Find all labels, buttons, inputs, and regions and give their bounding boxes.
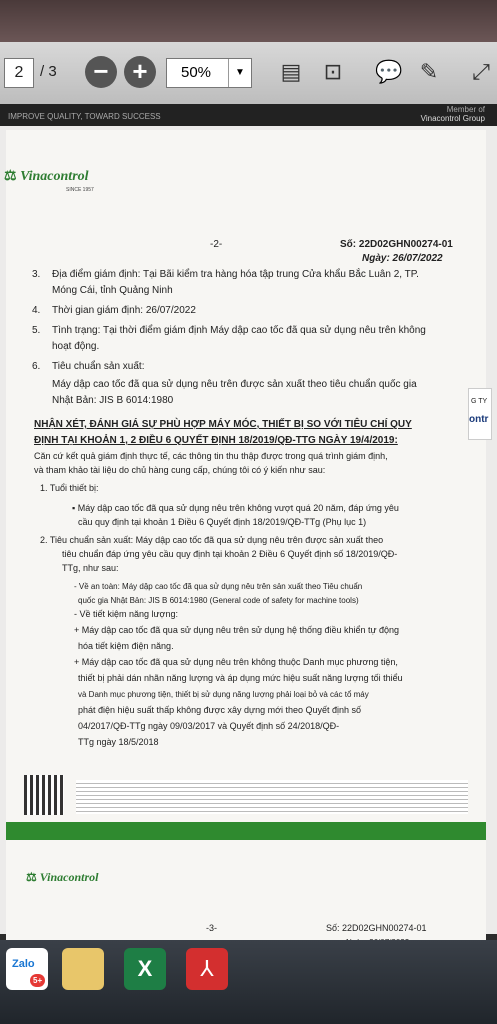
header-group: Vinacontrol Group	[420, 114, 485, 123]
zoom-out-button[interactable]	[85, 56, 117, 88]
page3-document-number: Số: 22D02GHN00274-01	[326, 923, 427, 933]
section2-line1: 2. Tiêu chuẩn sản xuất: Máy dập cao tốc đã qua sử dụng nêu trên được sản xuất theo	[40, 535, 384, 545]
header-member-of: Member of	[446, 105, 485, 114]
plus-icon: +	[132, 56, 148, 86]
energy-b-line4: phát điện hiệu suất thấp không được xây dựng mới theo Quyết định số	[78, 705, 362, 715]
section1-title: 1. Tuổi thiết bị:	[40, 483, 99, 493]
excel-icon[interactable]: X	[124, 948, 166, 990]
section2-line3: TTg, như sau:	[62, 563, 119, 573]
zoom-in-button[interactable]	[124, 56, 156, 88]
section2-line2: tiêu chuẩn đáp ứng yêu cầu quy định tại khoản 2 Điều 6 Quyết định số 18/2019/QĐ-	[62, 549, 398, 559]
side-stamp-text-a: G TY	[471, 398, 488, 405]
side-stamp	[468, 388, 492, 440]
safety-line2: quốc gia Nhật Bản: JIS B 6014:1980 (General code of safety for machine tools)	[78, 596, 359, 605]
document-date: Ngày: 26/07/2022	[362, 253, 443, 264]
pdf-page-2	[4, 130, 489, 930]
zalo-app[interactable]	[6, 948, 48, 990]
document-view[interactable]	[0, 104, 497, 934]
page3-page-number: -3-	[206, 923, 217, 933]
item-6-line2: Máy dập cao tốc đã qua sử dụng nêu trên được sản xuất theo tiêu chuẩn quốc gia	[52, 379, 417, 390]
qr-code	[24, 775, 64, 815]
zoom-value: 50%	[181, 64, 212, 81]
assessment-heading-line2: ĐỊNH TẠI KHOẢN 1, 2 ĐIỀU 6 QUYẾT ĐỊNH 18/2019/QĐ-TTG NGÀY 19/4/2019:	[34, 435, 398, 446]
document-number: Số: 22D02GHN00274-01	[340, 239, 453, 250]
item-5-line1: Tình trạng: Tại thời điểm giám định Máy dập cao tốc đã qua sử dụng nêu trên không	[52, 325, 426, 336]
item-3-number: 3.	[32, 269, 41, 280]
item-4-line1: Thời gian giám định: 26/07/2022	[52, 305, 196, 316]
page-header-band	[0, 104, 497, 126]
window-top-strip	[0, 0, 497, 42]
page3-logo-text: Vinacontrol	[39, 870, 99, 884]
item-3-line1: Địa điểm giám định: Tại Bãi kiểm tra hàng hóa tập trung Cửa khẩu Bắc Luân 2, TP.	[52, 269, 419, 280]
zoom-select[interactable]	[166, 58, 252, 88]
intro-line2: và tham khảo tài liệu do chủ hàng cung cấp, chúng tôi có ý kiến như sau:	[34, 465, 326, 475]
energy-b-line5: 04/2017/QĐ-TTg ngày 09/03/2017 và Quyết định số 24/2018/QĐ-	[78, 721, 340, 731]
section1-line1: ▪ Máy dập cao tốc đã qua sử dụng nêu trên không vượt quá 20 năm, đáp ứng yêu	[72, 503, 399, 513]
zalo-label: Zalo	[12, 958, 35, 970]
energy-a-line1: + Máy dập cao tốc đã qua sử dụng nêu trên sử dụng hệ thống điều khiển tự động	[74, 625, 400, 635]
minus-icon: −	[93, 56, 109, 86]
item-6-line3: Nhật Bản: JIS B 6014:1980	[52, 395, 174, 406]
page-total: / 3	[40, 63, 57, 80]
header-slogan: IMPROVE QUALITY, TOWARD SUCCESS	[8, 112, 161, 121]
item-6-line1: Tiêu chuẩn sản xuất:	[52, 361, 145, 372]
item-5-number: 5.	[32, 325, 41, 336]
safety-line1: - Về an toàn: Máy dập cao tốc đã qua sử dụng nêu trên sản xuất theo Tiêu chuẩn	[74, 582, 363, 591]
comment-icon[interactable]: 💬	[375, 59, 403, 84]
intro-line1: Căn cứ kết quả giám định thực tế, các thông tin thu thập được trong quá trình giám định,	[34, 451, 388, 461]
energy-a-line2: hóa tiết kiệm điện năng.	[78, 641, 174, 651]
page-number-input[interactable]: 2	[4, 58, 34, 88]
page3-vinacontrol-logo: ⚖ Vinacontrol	[26, 870, 99, 884]
footer-fine-print	[76, 780, 468, 814]
energy-b-line6: TTg ngày 18/5/2018	[78, 737, 159, 747]
fit-width-icon[interactable]: ⊡	[323, 59, 343, 84]
item-5-line2: hoạt động.	[52, 341, 100, 352]
pdf-toolbar	[0, 42, 497, 105]
energy-heading: - Về tiết kiệm năng lượng:	[74, 609, 178, 619]
page-number: -2-	[210, 239, 223, 250]
notification-badge: 5+	[30, 974, 45, 987]
section1-line2: cầu quy định tại khoản 1 Điều 6 Quyết định 18/2019/QĐ-TTg (Phụ lục 1)	[78, 517, 367, 527]
folder-icon[interactable]	[62, 948, 104, 990]
fit-page-icon[interactable]: ▤	[280, 59, 302, 84]
chevron-down-icon[interactable]: ▼	[228, 59, 251, 87]
assessment-heading-line1: NHẬN XÉT, ĐÁNH GIÁ SỰ PHÙ HỢP MÁY MÓC, THIẾT BỊ SO VỚI TIÊU CHÍ QUY	[34, 419, 412, 430]
pdf-reader-icon[interactable]: ⅄	[186, 948, 228, 990]
energy-b-line3: và Danh mục phương tiện, thiết bị sử dụng năng lượng phải loại bỏ và các tổ máy	[78, 690, 369, 699]
energy-b-line2: thiết bị phải dán nhãn năng lượng và áp dụng mức hiệu suất năng lượng tối thiểu	[78, 673, 403, 683]
pdf-page-3	[6, 850, 486, 940]
logo-subtitle: SINCE 1957	[66, 187, 94, 193]
expand-icon[interactable]: ⤢	[472, 59, 490, 84]
taskbar	[0, 940, 497, 1024]
highlight-icon[interactable]: ✎	[419, 59, 439, 84]
logo-text: Vinacontrol	[20, 169, 89, 184]
item-3-line2: Móng Cái, tỉnh Quảng Ninh	[52, 285, 173, 296]
footer-green-bar	[6, 822, 486, 840]
item-4-number: 4.	[32, 305, 41, 316]
energy-b-line1: + Máy dập cao tốc đã qua sử dụng nêu trên không thuộc Danh mục phương tiện,	[74, 657, 398, 667]
side-stamp-text-b: ontr	[469, 414, 489, 425]
vinacontrol-logo: ⚖ Vinacontrol	[4, 169, 89, 184]
item-6-number: 6.	[32, 361, 41, 372]
